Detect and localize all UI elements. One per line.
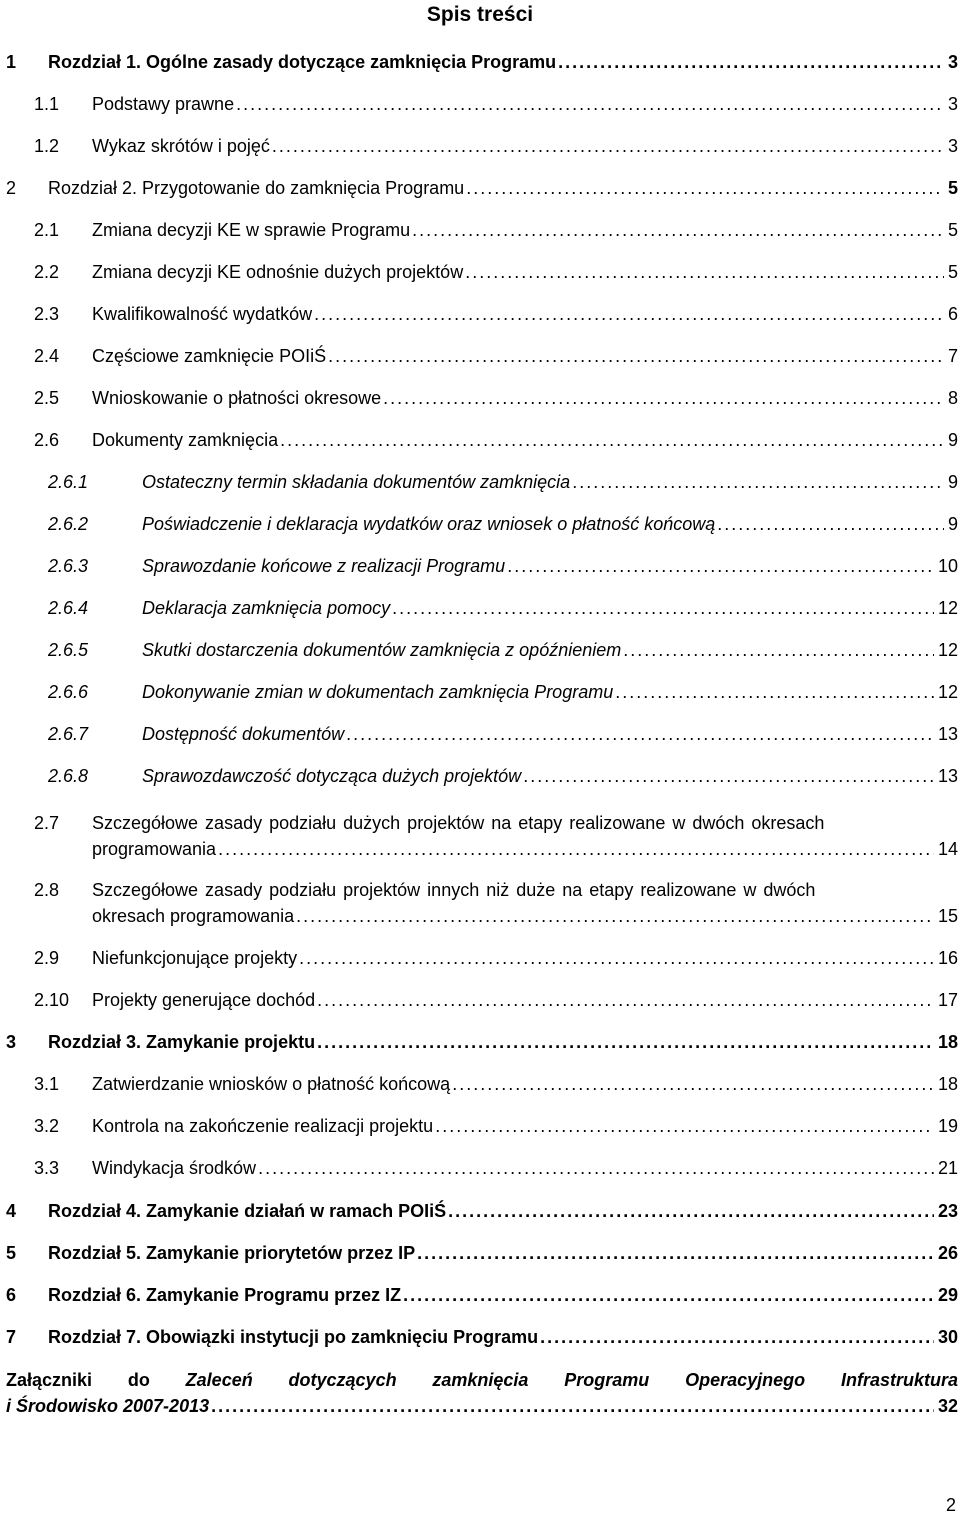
dot-leader xyxy=(314,301,944,327)
toc-number: 2.6.3 xyxy=(48,556,89,576)
toc-page: 12 xyxy=(937,640,958,660)
toc-page: 12 xyxy=(937,682,958,702)
dot-leader xyxy=(623,637,934,663)
toc-page: 3 xyxy=(947,52,958,72)
toc-number: 2.1 xyxy=(34,220,60,240)
dot-leader xyxy=(299,945,934,971)
toc-label-line2: programowania xyxy=(92,839,217,859)
toc-page: 3 xyxy=(947,94,958,114)
dot-leader xyxy=(280,427,944,453)
toc-page: 26 xyxy=(937,1243,958,1263)
toc-page: 16 xyxy=(937,948,958,968)
toc-label: Rozdział 3. Zamykanie projektu xyxy=(48,1032,316,1052)
toc-label: Częściowe zamknięcie POIiŚ xyxy=(92,346,327,366)
toc-page: 7 xyxy=(947,346,958,366)
toc-entry-2-6-5[interactable] xyxy=(0,637,960,663)
toc-page: 18 xyxy=(937,1032,958,1052)
toc-number: 2.9 xyxy=(34,948,60,968)
toc-page: 9 xyxy=(947,430,958,450)
toc-number: 2.6.8 xyxy=(48,766,89,786)
toc-number: 4 xyxy=(6,1201,17,1221)
toc-page: 19 xyxy=(937,1116,958,1136)
toc-label-line1: Szczegółowe zasady podziału dużych projektów na etapy realizowane w dwóch okresach xyxy=(92,813,825,833)
toc-label: Rozdział 7. Obowiązki instytucji po zamknięciu Programu xyxy=(48,1327,539,1347)
toc-entry-3-2[interactable] xyxy=(0,1113,960,1139)
toc-number: 2.6 xyxy=(34,430,60,450)
dot-leader xyxy=(403,1282,934,1308)
toc-label: Skutki dostarczenia dokumentów zamknięcia z opóźnieniem xyxy=(142,640,622,660)
toc-page: 30 xyxy=(937,1327,958,1347)
toc-number: 3.1 xyxy=(34,1074,60,1094)
toc-number: 1.1 xyxy=(34,94,60,114)
toc-page: 3 xyxy=(947,136,958,156)
toc-entry-2-6-4[interactable] xyxy=(0,595,960,621)
toc-number: 2.6.5 xyxy=(48,640,89,660)
dot-leader xyxy=(507,553,934,579)
dot-leader xyxy=(317,1029,934,1055)
toc-label-line2: okresach programowania xyxy=(92,906,295,926)
toc-label: Rozdział 1. Ogólne zasady dotyczące zamknięcia Programu xyxy=(48,52,557,72)
dot-leader xyxy=(236,91,944,117)
page-number: 2 xyxy=(945,1495,956,1515)
toc-page: 5 xyxy=(947,262,958,282)
dot-leader xyxy=(540,1324,934,1350)
toc-entry-2-8[interactable] xyxy=(0,877,960,929)
toc-label-line2: i Środowisko 2007-2013 xyxy=(6,1396,210,1416)
toc-label: Kwalifikowalność wydatków xyxy=(92,304,313,324)
page-title: Spis treści xyxy=(426,3,534,26)
dot-leader xyxy=(211,1393,934,1419)
toc-entry-2-6-1[interactable] xyxy=(0,469,960,495)
toc-entry-2-6-6[interactable] xyxy=(0,679,960,705)
dot-leader xyxy=(452,1071,934,1097)
toc-label: Windykacja środków xyxy=(92,1158,257,1178)
toc-entry-annex[interactable] xyxy=(0,1367,960,1419)
toc-entry-2-9[interactable] xyxy=(0,945,960,971)
toc-number: 2.6.1 xyxy=(48,472,89,492)
toc-entry-2-4[interactable] xyxy=(0,343,960,369)
dot-leader xyxy=(717,511,944,537)
toc-label-line1: Załączniki do Zaleceń dotyczących zamknięcia Programu Operacyjnego Infrastruktura xyxy=(6,1370,958,1390)
toc-number: 2.6.2 xyxy=(48,514,89,534)
dot-leader xyxy=(272,133,944,159)
toc-page: 13 xyxy=(937,724,958,744)
dot-leader xyxy=(296,903,934,929)
dot-leader xyxy=(412,217,944,243)
toc-label: Wnioskowanie o płatności okresowe xyxy=(92,388,382,408)
toc-number: 2.3 xyxy=(34,304,60,324)
toc-page: 18 xyxy=(937,1074,958,1094)
dot-leader xyxy=(615,679,934,705)
toc-label: Rozdział 4. Zamykanie działań w ramach POIiŚ xyxy=(48,1201,447,1221)
toc-page: 14 xyxy=(937,839,958,859)
dot-leader xyxy=(417,1240,934,1266)
dot-leader xyxy=(317,987,934,1013)
dot-leader xyxy=(448,1198,934,1224)
dot-leader xyxy=(328,343,944,369)
toc-page: 8 xyxy=(947,388,958,408)
toc-number: 2.5 xyxy=(34,388,60,408)
dot-leader xyxy=(466,175,944,201)
toc-label: Projekty generujące dochód xyxy=(92,990,316,1010)
toc-entry-2-5[interactable] xyxy=(0,385,960,411)
dot-leader xyxy=(435,1113,934,1139)
toc-label: Zmiana decyzji KE odnośnie dużych projektów xyxy=(92,262,464,282)
toc-page: 10 xyxy=(937,556,958,576)
toc-number: 2.4 xyxy=(34,346,60,366)
toc-number: 2.6.4 xyxy=(48,598,89,618)
dot-leader xyxy=(218,836,934,862)
toc-page: 9 xyxy=(947,472,958,492)
toc-label: Sprawozdawczość dotycząca dużych projektów xyxy=(142,766,522,786)
toc-label: Zatwierdzanie wniosków o płatność końcową xyxy=(92,1074,451,1094)
toc-label: Zmiana decyzji KE w sprawie Programu xyxy=(92,220,411,240)
toc-page: 23 xyxy=(937,1201,958,1221)
toc-label: Poświadczenie i deklaracja wydatków oraz wniosek o płatność końcową xyxy=(142,514,716,534)
toc-label: Podstawy prawne xyxy=(92,94,235,114)
toc-entry-3-3[interactable] xyxy=(0,1155,960,1181)
toc-page: 32 xyxy=(937,1396,958,1416)
dot-leader xyxy=(558,49,944,75)
toc-page: 15 xyxy=(937,906,958,926)
dot-leader xyxy=(392,595,934,621)
toc-label: Kontrola na zakończenie realizacji projektu xyxy=(92,1116,434,1136)
toc-entry-6[interactable] xyxy=(0,1282,960,1308)
toc-entry-5[interactable] xyxy=(0,1240,960,1266)
toc-entry-2-7[interactable] xyxy=(0,810,960,862)
toc-entry-2-3[interactable] xyxy=(0,301,960,327)
toc-label: Wykaz skrótów i pojęć xyxy=(92,136,270,156)
toc-entry-3-1[interactable] xyxy=(0,1071,960,1097)
toc-page: 21 xyxy=(937,1158,958,1178)
toc-page: 5 xyxy=(947,220,958,240)
toc-label: Rozdział 6. Zamykanie Programu przez IZ xyxy=(48,1285,402,1305)
toc-number: 2.10 xyxy=(34,990,70,1010)
toc-label: Dokumenty zamknięcia xyxy=(92,430,279,450)
toc-label: Ostateczny termin składania dokumentów zamknięcia xyxy=(142,472,571,492)
dot-leader xyxy=(383,385,944,411)
dot-leader xyxy=(572,469,944,495)
toc-number: 3.3 xyxy=(34,1158,60,1178)
toc-entry-2-6-2[interactable] xyxy=(0,511,960,537)
dot-leader xyxy=(258,1155,934,1181)
toc-entry-2-1[interactable] xyxy=(0,217,960,243)
toc-label: Dokonywanie zmian w dokumentach zamknięcia Programu xyxy=(142,682,614,702)
toc-entry-2-6-7[interactable] xyxy=(0,721,960,747)
toc-label-line1: Szczegółowe zasady podziału projektów innych niż duże na etapy realizowane w dwóch xyxy=(92,880,816,900)
toc-entry-1-2[interactable] xyxy=(0,133,960,159)
toc-label: Niefunkcjonujące projekty xyxy=(92,948,298,968)
toc-page: 5 xyxy=(947,178,958,198)
toc-page: 17 xyxy=(937,990,958,1010)
toc-entry-2-6-3[interactable] xyxy=(0,553,960,579)
toc-number: 2.6.7 xyxy=(48,724,89,744)
toc-entry-2-2[interactable] xyxy=(0,259,960,285)
toc-entry-2-6[interactable] xyxy=(0,427,960,453)
toc-entry-2-6-8[interactable] xyxy=(0,763,960,789)
toc-number: 2.2 xyxy=(34,262,60,282)
toc-number: 3.2 xyxy=(34,1116,60,1136)
toc-entry-7[interactable] xyxy=(0,1324,960,1350)
toc-entry-4[interactable] xyxy=(0,1198,960,1224)
toc-page: 12 xyxy=(937,598,958,618)
toc-entry-2-10[interactable] xyxy=(0,987,960,1013)
toc-page: 6 xyxy=(947,304,958,324)
toc-number: 2.8 xyxy=(34,880,60,900)
toc-label: Rozdział 5. Zamykanie priorytetów przez IP xyxy=(48,1243,416,1263)
toc-label: Deklaracja zamknięcia pomocy xyxy=(142,598,391,618)
toc-number: 3 xyxy=(6,1032,17,1052)
toc-number: 5 xyxy=(6,1243,17,1263)
toc-number: 1 xyxy=(6,52,17,72)
toc-label: Dostępność dokumentów xyxy=(142,724,345,744)
dot-leader xyxy=(523,763,934,789)
toc-entry-1-1[interactable] xyxy=(0,91,960,117)
toc-label: Sprawozdanie końcowe z realizacji Programu xyxy=(142,556,506,576)
dot-leader xyxy=(346,721,934,747)
dot-leader xyxy=(465,259,944,285)
toc-number: 6 xyxy=(6,1285,17,1305)
toc-number: 2.7 xyxy=(34,813,60,833)
toc-label: Rozdział 2. Przygotowanie do zamknięcia Programu xyxy=(48,178,465,198)
toc-number: 2.6.6 xyxy=(48,682,89,702)
toc-entry-2[interactable] xyxy=(0,175,960,201)
toc-page: 9 xyxy=(947,514,958,534)
toc-entry-3[interactable] xyxy=(0,1029,960,1055)
toc-number: 1.2 xyxy=(34,136,60,156)
toc-page: 13 xyxy=(937,766,958,786)
toc-number: 7 xyxy=(6,1327,17,1347)
toc-page: 29 xyxy=(937,1285,958,1305)
toc-number: 2 xyxy=(6,178,17,198)
toc-entry-1[interactable] xyxy=(0,49,960,75)
